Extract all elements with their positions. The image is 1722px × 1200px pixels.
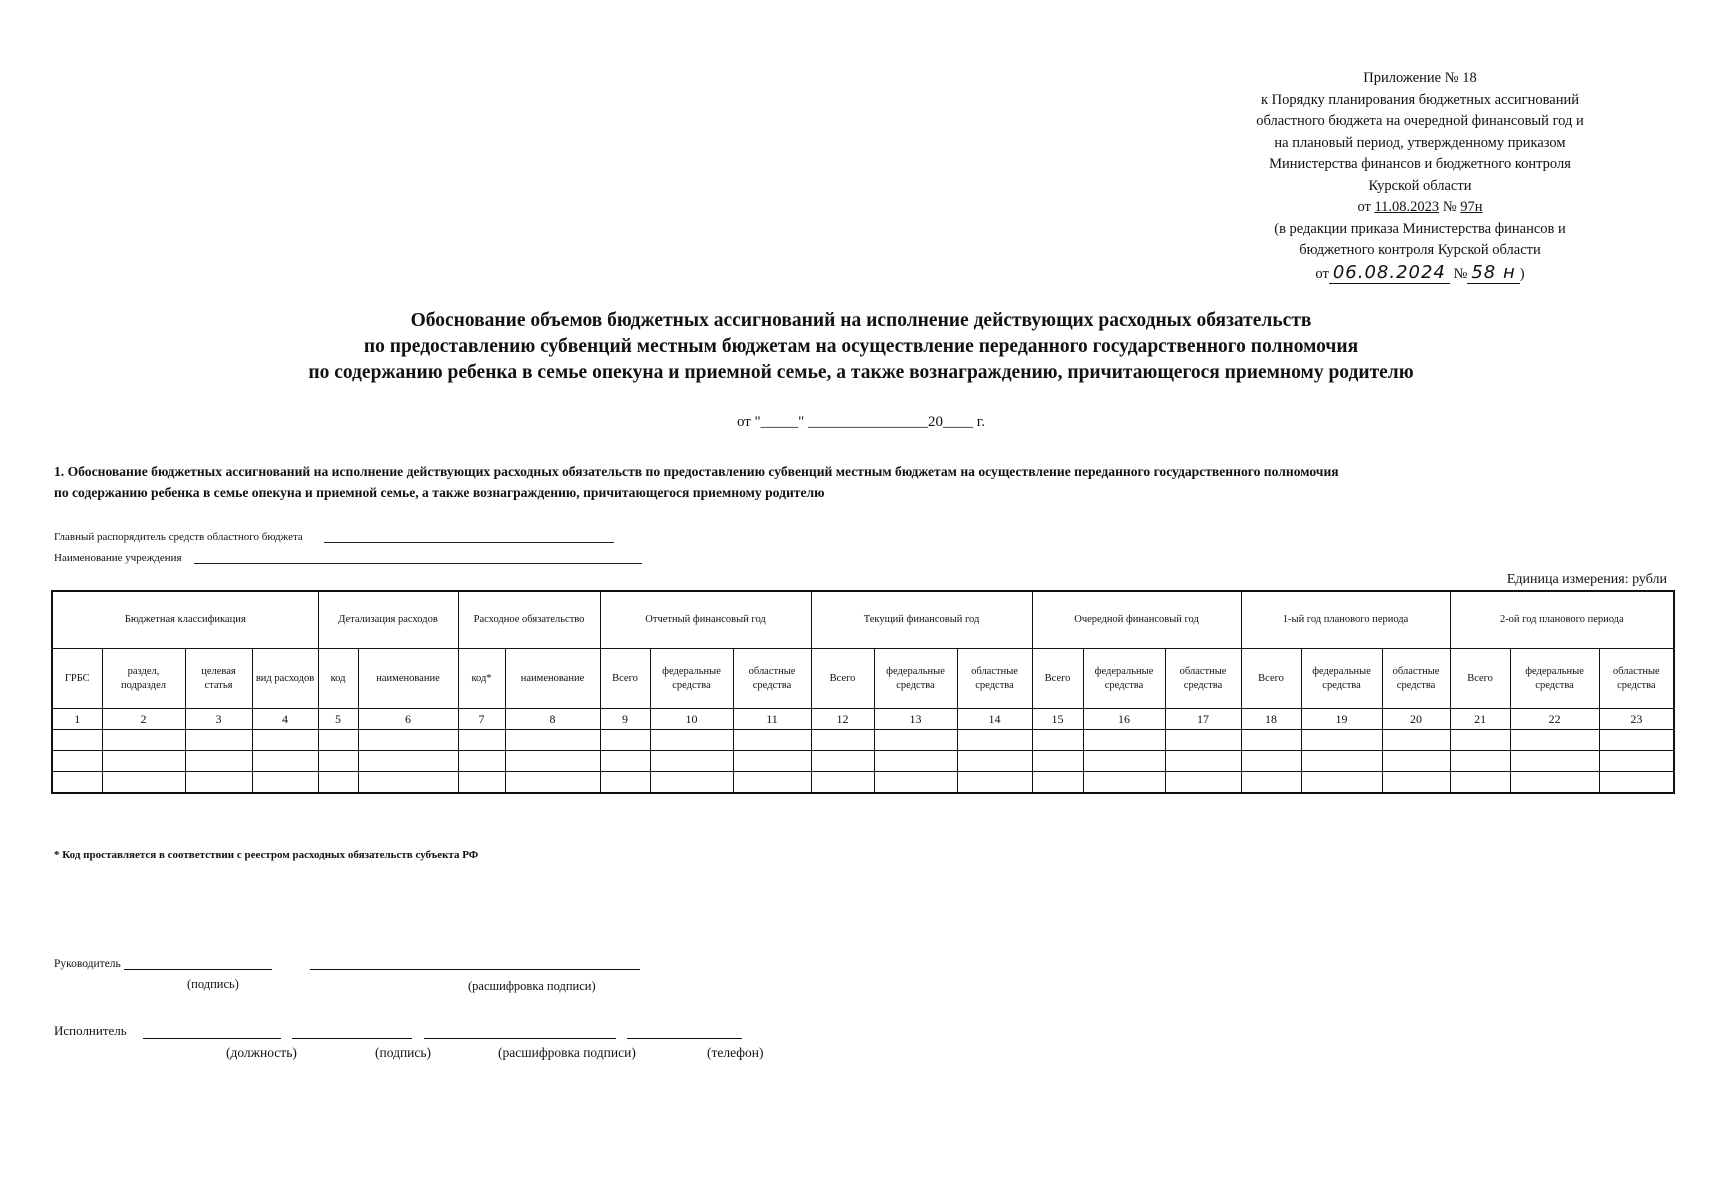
table-row[interactable] (52, 772, 1674, 794)
exec-position-caption: (должность) (226, 1045, 297, 1060)
head-sign-line[interactable] (124, 959, 272, 970)
exec-sign-line[interactable] (292, 1028, 412, 1039)
column-number: 4 (252, 709, 318, 730)
column-number: 7 (458, 709, 505, 730)
institution-line[interactable] (194, 553, 642, 564)
column-number: 16 (1083, 709, 1165, 730)
column-number: 17 (1165, 709, 1241, 730)
head-decode-line[interactable] (310, 959, 640, 970)
document-title (0, 308, 1722, 386)
column-header: наименование (358, 649, 458, 709)
table-column-header (52, 649, 1674, 709)
column-header: федеральные средства (1301, 649, 1382, 709)
column-header: областные средства (733, 649, 811, 709)
table-number-row (52, 709, 1674, 730)
order-number: 97н (1460, 199, 1483, 215)
executor-label: Исполнитель (54, 1023, 127, 1038)
exec-decode-line[interactable] (424, 1028, 616, 1039)
exec-phone-caption: (телефон) (707, 1045, 764, 1060)
units-label: Единица измерения: рубли (1506, 572, 1667, 587)
column-header: наименование (505, 649, 600, 709)
column-header: Всего (1032, 649, 1083, 709)
group-header: 2-ой год планового периода (1450, 591, 1674, 649)
column-header: Всего (811, 649, 874, 709)
appendix-text: (в редакции приказа Министерства финансов и (1274, 220, 1566, 237)
appendix-text: бюджетного контроля Курской области (1299, 242, 1541, 258)
appendix-number: Приложение № 18 (1363, 70, 1477, 86)
chief-manager-label: Главный распорядитель средств областного бюджета (54, 531, 303, 543)
column-number: 2 (102, 709, 185, 730)
institution-label: Наименование учреждения (54, 552, 182, 564)
column-header: код (318, 649, 358, 709)
column-header: федеральные средства (1083, 649, 1165, 709)
appendix-text: Курской области (1368, 177, 1472, 194)
title-line: по содержанию ребенка в семье опекуна и приемной семье, а также вознаграждению, причитающегося приемному родителю (308, 362, 1414, 383)
title-line: Обоснование объемов бюджетных ассигнований на исполнение действующих расходных обязательств (410, 310, 1312, 331)
column-number: 1 (52, 709, 102, 730)
section-1-heading (54, 461, 1674, 503)
column-number: 5 (318, 709, 358, 730)
column-header: федеральные средства (874, 649, 957, 709)
head-sign-caption: (подпись) (187, 977, 239, 991)
budget-table (51, 590, 1675, 794)
column-number: 8 (505, 709, 600, 730)
document-date-line: от "_____" ________________20____ г. (736, 414, 986, 430)
column-header: Всего (1450, 649, 1510, 709)
column-number: 3 (185, 709, 252, 730)
title-line: по предоставлению субвенций местным бюджетам на осуществление переданного государственного полномочия (363, 336, 1359, 357)
column-number: 11 (733, 709, 811, 730)
column-header: Всего (1241, 649, 1301, 709)
column-header: областные средства (1599, 649, 1674, 709)
group-header: Отчетный финансовый год (600, 591, 811, 649)
table-row[interactable] (52, 751, 1674, 772)
chief-manager-field (54, 531, 614, 543)
column-header: Всего (600, 649, 650, 709)
appendix-text: на плановый период, утвержденному приказом (1274, 134, 1566, 151)
column-number: 13 (874, 709, 957, 730)
head-signature-row (54, 958, 640, 970)
column-number: 19 (1301, 709, 1382, 730)
appendix-order-date: от 11.08.2023 № 97н (1357, 199, 1483, 215)
column-header: целевая статья (185, 649, 252, 709)
handwritten-date: 06.08.2024 (1329, 262, 1450, 284)
appendix-text: областного бюджета на очередной финансовый год и (1256, 113, 1584, 129)
column-header: областные средства (1382, 649, 1450, 709)
exec-phone-line[interactable] (627, 1028, 742, 1039)
appendix-text: Министерства финансов и бюджетного контроля (1269, 156, 1571, 172)
head-label: Руководитель (54, 958, 121, 970)
column-number: 12 (811, 709, 874, 730)
footnote: * Код проставляется в соответствии с реестром расходных обязательств субъекта РФ (54, 849, 479, 861)
column-number: 18 (1241, 709, 1301, 730)
column-number: 21 (1450, 709, 1510, 730)
institution-field (54, 552, 642, 564)
table-group-header (52, 591, 1674, 649)
column-number: 9 (600, 709, 650, 730)
column-number: 22 (1510, 709, 1599, 730)
handwritten-number: 58 н (1467, 262, 1519, 284)
appendix-text: к Порядку планирования бюджетных ассигнований (1261, 91, 1579, 108)
section-line: по содержанию ребенка в семье опекуна и приемной семье, а также вознаграждению, причитающегося приемному родителю (54, 485, 825, 500)
column-header: федеральные средства (650, 649, 733, 709)
group-header: Детализация расходов (318, 591, 458, 649)
group-header: 1-ый год планового периода (1241, 591, 1450, 649)
column-header: раздел, подраздел (102, 649, 185, 709)
chief-manager-line[interactable] (324, 532, 614, 543)
table-row[interactable] (52, 730, 1674, 751)
column-header: областные средства (957, 649, 1032, 709)
column-header: код* (458, 649, 505, 709)
column-number: 15 (1032, 709, 1083, 730)
group-header: Бюджетная классификация (52, 591, 318, 649)
order-date: 11.08.2023 (1374, 199, 1440, 215)
exec-decode-caption: (расшифровка подписи) (498, 1045, 636, 1060)
column-number: 23 (1599, 709, 1674, 730)
column-header: ГРБС (52, 649, 102, 709)
column-number: 10 (650, 709, 733, 730)
appendix-revision-date: от 06.08.2024 № 58 н ) (1315, 261, 1525, 283)
appendix-header (1185, 68, 1655, 285)
column-number: 20 (1382, 709, 1450, 730)
group-header: Текущий финансовый год (811, 591, 1032, 649)
column-header: областные средства (1165, 649, 1241, 709)
exec-sign-caption: (подпись) (375, 1045, 432, 1060)
column-header: вид расходов (252, 649, 318, 709)
executor-signature-row (54, 1023, 742, 1039)
head-decode-caption: (расшифровка подписи) (468, 979, 596, 993)
column-number: 14 (957, 709, 1032, 730)
group-header: Расходное обязательство (458, 591, 600, 649)
exec-position-line[interactable] (143, 1028, 281, 1039)
section-line: 1. Обоснование бюджетных ассигнований на исполнение действующих расходных обязательств по предоставлению субвенций местным бюджетам на осуществление переданного государственного полномочия (54, 464, 1339, 479)
column-number: 6 (358, 709, 458, 730)
column-header: федеральные средства (1510, 649, 1599, 709)
group-header: Очередной финансовый год (1032, 591, 1241, 649)
